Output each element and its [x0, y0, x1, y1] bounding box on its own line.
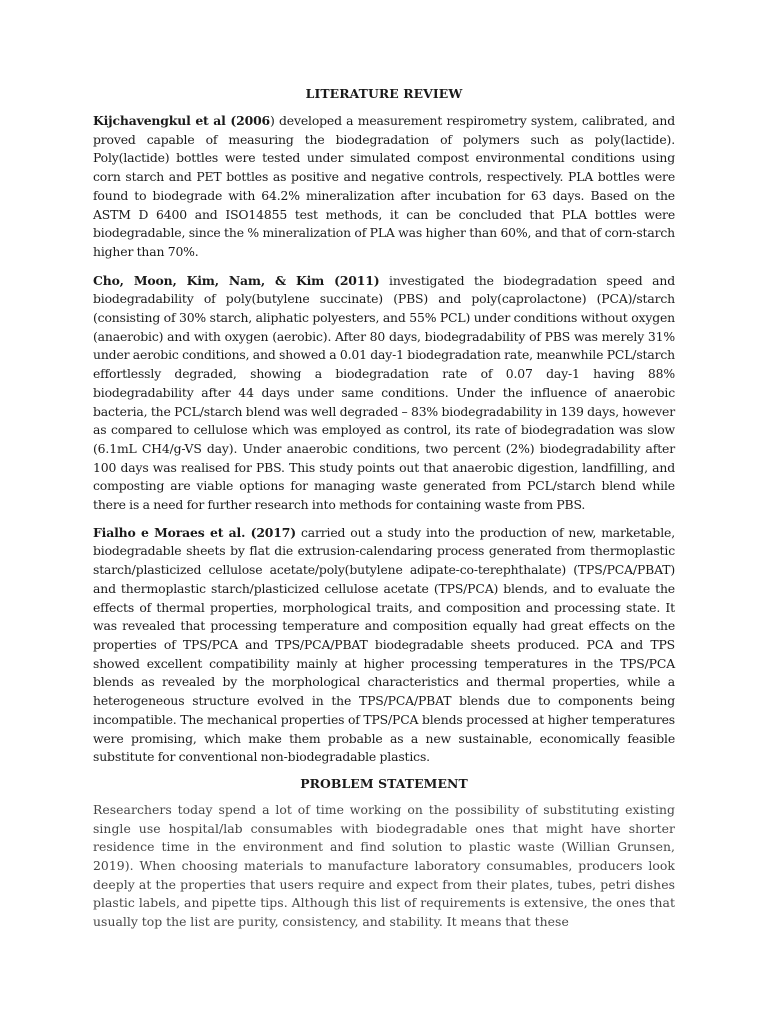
citation-fialho: Fialho e Moraes et al. (2017)	[93, 524, 296, 540]
paragraph-kijchavengkul	[93, 112, 675, 262]
paragraph-cho	[93, 272, 675, 515]
paragraph-problem-statement: Researchers today spend a lot of time working on the possibility of substituting existing single use hospital/lab consumables with biodegradable ones that might have shorter residence time in the environment and find solution to plastic waste (Willian Grunsen, 2019). When choosing materials to manufacture laboratory consumables, producers look deeply at the properties that users require and expect from their plates, tubes, petri dishes plastic labels, and pipette tips. Although this list of requirements is extensive, the ones that usually top the list are purity, consistency, and stability. It means that these	[93, 801, 675, 930]
paragraph-fialho	[93, 524, 675, 767]
problem-statement-heading: PROBLEM STATEMENT	[300, 775, 468, 791]
document-page	[93, 86, 675, 932]
paragraph-text: carried out a study into the production of new, marketable, biodegradable sheets by flat die extrusion-calendaring process generated from thermoplastic starch/plasticized cellulose acetate/poly(butylene adipate-co-terephthalate) (TPS/PCA/PBAT) and thermoplastic starch/plasticized cellulose acetate (TPS/PCA) blends, and to evaluate the effects of thermal properties, morphological traits, and composition and processing state. It was revealed that processing temperature and composition equally had great effects on the properties of TPS/PCA and TPS/PCA/PBAT biodegradable sheets produced. PCA and TPS showed excellent compatibility mainly at higher processing temperatures in the TPS/PCA blends as revealed by the morphological characteristics and thermal properties, while a heterogeneous structure evolved in the TPS/PCA/PBAT blends due to components being incompatible. The mechanical properties of TPS/PCA blends processed at higher temperatures were promising, which make them probable as a new sustainable, economically feasible substitute for conventional non-biodegradable plastics.	[93, 524, 675, 765]
paragraph-text: ) developed a measurement respirometry system, calibrated, and proved capable of measuring the biodegradation of polymers such as poly(lactide). Poly(lactide) bottles were tested under simulated compost environmental conditions using corn starch and PET bottles as positive and negative controls, respectively. PLA bottles were found to biodegrade with 64.2% mineralization after incubation for 63 days. Based on the ASTM D 6400 and ISO14855 test methods, it can be concluded that PLA bottles were biodegradable, since the % mineralization of PLA was higher than 60%, and that of corn-starch higher than 70%.	[93, 113, 676, 259]
paragraph-text: investigated the biodegradation speed and biodegradability of poly(butylene succinate) (PBS) and poly(caprolactone) (PCA)/starch (consisting of 30% starch, aliphatic polyesters, and 55% PCL) under conditions without oxygen (anaerobic) and with oxygen (aerobic). After 80 days, biodegradability of PBS was merely 31% under aerobic conditions, and showed a 0.01 day-1 biodegradation rate, meanwhile PCL/starch effortlessly degraded, showing a biodegradation rate of 0.07 day-1 having 88% biodegradability after 44 days under same conditions. Under the influence of anaerobic bacteria, the PCL/starch blend was well degraded – 83% biodegradability in 139 days, however as compared to cellulose which was employed as control, its rate of biodegradation was slow (6.1mL CH4/g-VS day). Under anaerobic conditions, two percent (2%) biodegradability after 100 days was realised for PBS. This study points out that anaerobic digestion, landfilling, and composting are viable options for managing waste generated from PCL/starch blend while there is a need for further research into methods for containing waste from PBS.	[93, 272, 675, 513]
citation-kijchavengkul: Kijchavengkul et al (2006	[93, 113, 271, 128]
citation-cho: Cho, Moon, Kim, Nam, & Kim (2011)	[93, 272, 380, 288]
literature-review-heading: LITERATURE REVIEW	[305, 86, 463, 101]
